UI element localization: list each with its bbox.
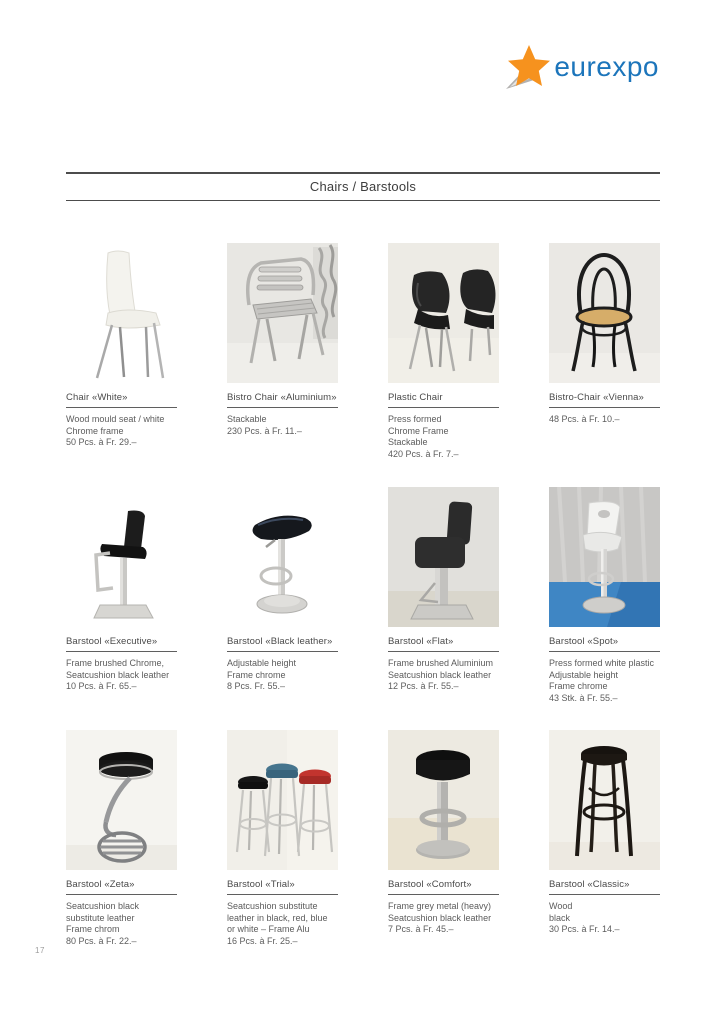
- product-detail: Press formed: [388, 414, 442, 424]
- product-card-vienna: [549, 243, 660, 487]
- product-card-flat: [388, 487, 499, 730]
- product-grid: [66, 243, 660, 947]
- product-image-plastic-chair: [388, 243, 499, 383]
- product-detail: leather in black, red, blue: [227, 912, 328, 923]
- product-detail: Chrome frame: [66, 425, 124, 436]
- product-name: Plastic Chair: [388, 392, 499, 408]
- product-name: Barstool «Trial»: [227, 879, 338, 895]
- product-name: Barstool «Zeta»: [66, 879, 177, 895]
- product-card-plastic-chair: [388, 243, 499, 487]
- product-card-comfort: [388, 730, 499, 947]
- product-detail: Frame chrome: [549, 681, 608, 691]
- product-card-chair-white: [66, 243, 177, 487]
- product-detail: Seatcushion black leather: [66, 669, 170, 680]
- product-name: Chair «White»: [66, 392, 177, 408]
- product-detail: 7 Pcs. à Fr. 45.–: [388, 924, 454, 934]
- product-image-executive: [66, 487, 177, 627]
- product-detail: Adjustable height: [549, 669, 619, 680]
- brand-logo: [505, 44, 659, 94]
- product-detail: Wood mould seat / white: [66, 414, 165, 424]
- product-name: Barstool «Comfort»: [388, 879, 499, 895]
- product-detail: Press formed white plastic: [549, 658, 655, 668]
- product-detail: Adjustable height: [227, 658, 297, 668]
- product-card-trial: [227, 730, 338, 947]
- page-title: Chairs / Barstools: [309, 179, 417, 194]
- product-name: Barstool «Spot»: [549, 636, 660, 652]
- product-name: Bistro Chair «Aluminium»: [227, 392, 338, 408]
- product-detail: Seatcushion black leather: [388, 912, 492, 923]
- product-detail: 10 Pcs. à Fr. 65.–: [66, 681, 137, 691]
- product-card-classic: [549, 730, 660, 947]
- product-image-comfort: [388, 730, 499, 870]
- section-header: [66, 172, 660, 201]
- product-card-executive: [66, 487, 177, 730]
- product-detail: Chrome Frame: [388, 425, 449, 436]
- product-detail: Seatcushion black: [66, 901, 140, 911]
- product-image-spot: [549, 487, 660, 627]
- product-detail: 420 Pcs. à Fr. 7.–: [388, 448, 459, 459]
- product-image-classic: [549, 730, 660, 870]
- product-detail: Stackable: [227, 414, 267, 424]
- divider: [66, 200, 660, 201]
- brand-name: eurexpo: [554, 51, 659, 82]
- product-detail: Seatcushion black leather: [388, 669, 492, 680]
- product-detail: black: [549, 912, 571, 923]
- page-number: 17: [35, 946, 45, 955]
- product-detail: Seatcushion substitute: [227, 901, 318, 911]
- product-image-chair-white: [66, 243, 177, 383]
- product-detail: Wood: [549, 901, 573, 911]
- product-detail: 80 Pcs. à Fr. 22.–: [66, 935, 137, 946]
- product-detail: Stackable: [388, 437, 428, 447]
- product-image-vienna: [549, 243, 660, 383]
- star-icon: [505, 44, 551, 94]
- product-detail: 230 Pcs. à Fr. 11.–: [227, 425, 302, 436]
- product-detail: Frame grey metal (heavy): [388, 901, 492, 911]
- product-card-spot: [549, 487, 660, 730]
- product-image-zeta: [66, 730, 177, 870]
- product-detail: Frame chrome: [227, 669, 286, 680]
- product-card-bistro-aluminium: [227, 243, 338, 487]
- product-detail: 48 Pcs. à Fr. 10.–: [549, 414, 620, 424]
- product-image-black-leather: [227, 487, 338, 627]
- product-detail: 16 Pcs. à Fr. 25.–: [227, 935, 298, 946]
- product-detail: 30 Pcs. à Fr. 14.–: [549, 924, 620, 934]
- product-detail: 8 Pcs. Fr. 55.–: [227, 681, 286, 691]
- product-name: Barstool «Flat»: [388, 636, 499, 652]
- product-name: Barstool «Executive»: [66, 636, 177, 652]
- product-detail: Frame chrom: [66, 924, 120, 934]
- product-detail: Frame brushed Aluminium: [388, 658, 494, 668]
- product-card-zeta: [66, 730, 177, 947]
- product-detail: or white – Frame Alu: [227, 924, 310, 934]
- product-image-bistro-aluminium: [227, 243, 338, 383]
- product-name: Barstool «Black leather»: [227, 636, 338, 652]
- product-detail: substitute leather: [66, 912, 135, 923]
- product-image-flat: [388, 487, 499, 627]
- product-detail: Frame brushed Chrome,: [66, 658, 165, 668]
- product-detail: 50 Pcs. à Fr. 29.–: [66, 437, 137, 447]
- product-detail: 12 Pcs. à Fr. 55.–: [388, 681, 459, 691]
- product-name: Barstool «Classic»: [549, 879, 660, 895]
- product-card-black-leather: [227, 487, 338, 730]
- product-image-trial: [227, 730, 338, 870]
- product-name: Bistro-Chair «Vienna»: [549, 392, 660, 408]
- product-detail: 43 Stk. à Fr. 55.–: [549, 692, 618, 703]
